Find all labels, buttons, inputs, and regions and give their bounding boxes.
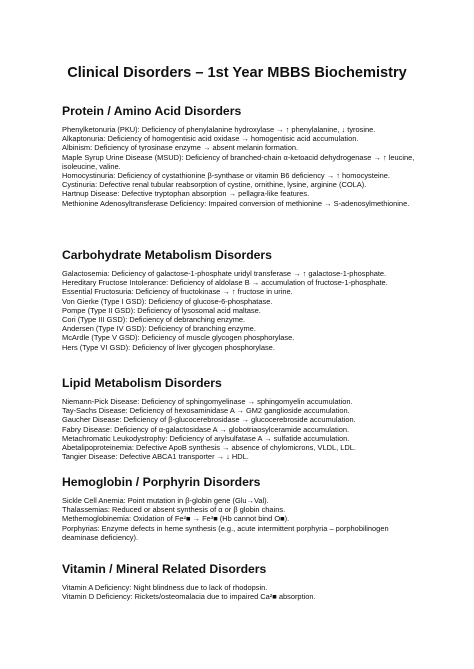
disorder-entry: Phenylketonuria (PKU): Deficiency of phenylalanine hydroxylase → ↑ phenylalanine, ↓ tyrosine. (62, 125, 376, 134)
disorder-entry: McArdle (Type V GSD): Deficiency of muscle glycogen phosphorylase. (62, 333, 295, 343)
disorder-entry: Alkaptonuria: Deficiency of homogentisic acid oxidase → homogentisic acid accumulation. (62, 134, 359, 144)
disorder-entry: Sickle Cell Anemia: Point mutation in β-globin gene (Glu→Val). (62, 496, 269, 505)
disorder-entry: Porphyrias: Enzyme defects in heme synthesis (e.g., acute intermittent porphyria – porphobilinogen deaminase deficiency). (62, 523, 389, 542)
disorder-entry: Tangier Disease: Defective ABCA1 transporter → ↓ HDL. (62, 452, 249, 462)
disorder-entry: Andersen (Type IV GSD): Deficiency of branching enzyme. (62, 324, 256, 334)
disorder-entry: Cystinuria: Defective renal tubular reabsorption of cystine, ornithine, lysine, arginine (COLA). (62, 180, 367, 190)
disorder-entry: Vitamin D Deficiency: Rickets/osteomalacia due to impaired Ca²■ absorption. (62, 592, 316, 602)
section-lipid-metabolism-disorders (62, 376, 422, 461)
disorder-entry: Methionine Adenosyltransferase Deficiency: Impaired conversion of methionine → S-adenosylmethionine. (62, 198, 410, 208)
section-hemoglobin-porphyrin-disorders (62, 475, 422, 542)
disorder-entry: Tay-Sachs Disease: Deficiency of hexosaminidase A → GM2 ganglioside accumulation. (62, 406, 350, 416)
disorder-entry: Hartnup Disease: Defective tryptophan absorption → pellagra-like features. (62, 189, 310, 199)
section-heading: Lipid Metabolism Disorders (62, 376, 222, 390)
section-protein-amino-acid-disorders (62, 104, 422, 208)
section-heading: Protein / Amino Acid Disorders (62, 104, 242, 118)
section-carbohydrate-metabolism-disorders (62, 248, 422, 352)
disorder-entry: Hers (Type VI GSD): Deficiency of liver glycogen phosphorylase. (62, 342, 275, 352)
disorder-entry: Thalassemias: Reduced or absent synthesis of α or β globin chains. (62, 505, 286, 515)
disorder-entry: Albinism: Deficiency of tyrosinase enzyme → absent melanin formation. (62, 143, 299, 153)
disorder-entry: Vitamin A Deficiency: Night blindness due to lack of rhodopsin. (62, 583, 268, 592)
disorder-entry: Gaucher Disease: Deficiency of β-glucocerebrosidase → glucocerebroside accumulation. (62, 415, 356, 425)
section-heading: Hemoglobin / Porphyrin Disorders (62, 475, 261, 489)
disorder-entry: Hereditary Fructose Intolerance: Deficiency of aldolase B → accumulation of fructose-1-phosphate. (62, 278, 388, 288)
disorder-entry: Essential Fructosuria: Deficiency of fructokinase → ↑ fructose in urine. (62, 287, 293, 297)
disorder-entry: Cori (Type III GSD): Deficiency of debranching enzyme. (62, 315, 246, 325)
section-heading: Vitamin / Mineral Related Disorders (62, 562, 267, 576)
disorder-entry: Abetalipoproteinemia: Defective ApoB synthesis → absence of chylomicrons, VLDL, LDL. (62, 443, 356, 453)
disorder-entry: Pompe (Type II GSD): Deficiency of lysosomal acid maltase. (62, 305, 261, 315)
section-heading: Carbohydrate Metabolism Disorders (62, 248, 272, 262)
disorder-entry: Maple Syrup Urine Disease (MSUD): Deficiency of branched-chain α-ketoacid dehydrogenase → ↑ leucine, isoleucine, valine. (62, 152, 415, 171)
section-vitamin-mineral-related-disorders (62, 562, 422, 601)
disorder-entry: Von Gierke (Type I GSD): Deficiency of glucose-6-phosphatase. (62, 296, 273, 306)
disorder-entry: Homocystinuria: Deficiency of cystathionine β-synthase or vitamin B6 deficiency → ↑ homocysteine. (62, 171, 390, 181)
disorder-entry: Galactosemia: Deficiency of galactose-1-phosphate uridyl transferase → ↑ galactose-1-phosphate. (62, 269, 387, 278)
document-title: Clinical Disorders – 1st Year MBBS Biochemistry (67, 65, 407, 81)
disorder-entry: Metachromatic Leukodystrophy: Deficiency of arylsulfatase A → sulfatide accumulation. (62, 433, 350, 443)
disorder-entry: Methemoglobinemia: Oxidation of Fe²■ → Fe³■ (Hb cannot bind O■). (62, 514, 290, 524)
disorder-entry: Fabry Disease: Deficiency of α-galactosidase A → globotriaosylceramide accumulation. (62, 424, 350, 434)
disorder-entry: Niemann-Pick Disease: Deficiency of sphingomyelinase → sphingomyelin accumulation. (62, 397, 353, 406)
